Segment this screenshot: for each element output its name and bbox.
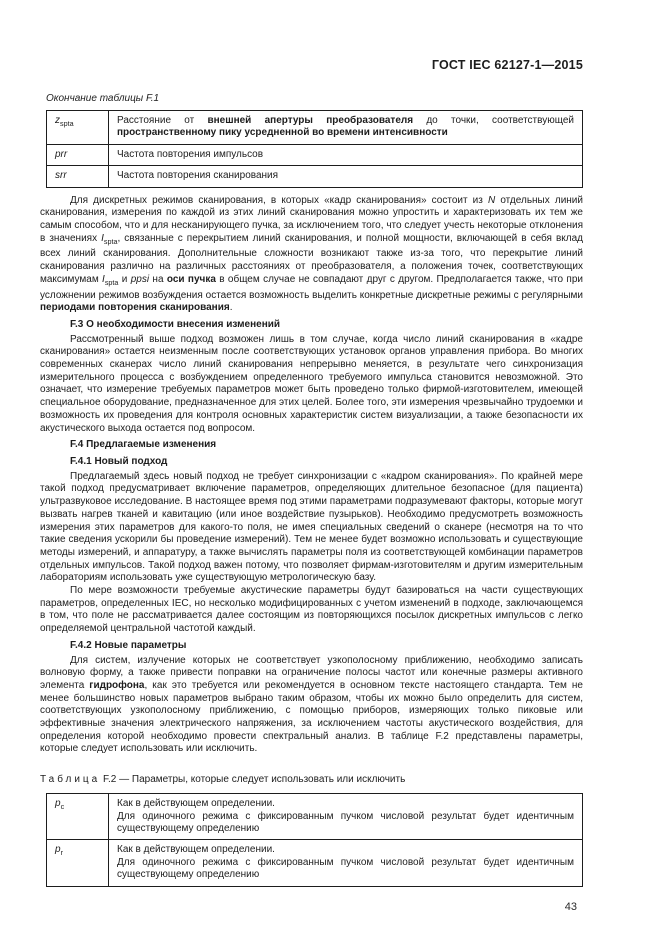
table-row [47,840,583,886]
section-heading-f3: F.3 О необходимости внесения изменений [70,318,281,330]
definition-line: Как в действующем определении. [117,798,275,810]
table-f2-caption-text: F.2 — Параметры, которые следует использовать или исключить [100,774,406,786]
table-row [47,111,583,145]
symbol-cell: $p_c$ [47,794,109,840]
table-row [47,144,583,165]
paragraph-f3: Рассмотренный выше подход возможен лишь в том случае, когда число линий сканирования в «кадре сканирования» остается неизменным после соответствующих установок органов управления прибора. Во многих современных сканерах число линий сканирования непрерывно меняется, в результате чего синхронизация измерительного процесса с возбуждением определенного требуемого импульса становится невозможной. Это означает, что измерение требуемых параметров может быть проведено только фирмой-изготовителем, имеющей специальное оборудование, предназначенное для этих целей. Более того, эти измерения чрезвычайно трудоемки и возможность их проведения для контроля основных характеристик систем визуализации, а также безопасности их акустического выхода остается под вопросом. [40,333,583,434]
section-heading-f4: F.4 Предлагаемые изменения [70,439,217,451]
section-heading-f42: F.4.2 Новые параметры [70,639,187,651]
definition-cell: Частота повторения сканирования [109,166,583,187]
document-page [40,58,583,913]
paragraph-f41-iec-params: По мере возможности требуемые акустические параметры будут базироваться на части существующих параметров, определенных IEC, но несколько модифицированных с учетом изменений в подходе, заключающемся в том, что поле не рассматривается далее состоящим из повторяющихся посылок дискретных импульсов с легко определяемой центральной частотой каждый. [40,585,583,635]
definition-cell: Расстояние от внешней апертуры преобразователя до точки, соответствующей пространственному пику усредненной во времени интенсивности [109,111,583,145]
paragraph-f41-new-approach: Предлагаемый здесь новый подход не требует синхронизации с «кадром сканирования». По крайней мере такой подход предусматривает включение параметров, определяющих длительное безопасное (для пациента) ультразвуковое исследование. В настоящее время под этими параметрами подразумевают факторы, которые могут вызвать нагрев тканей и кавитацию (или иное воздействие пузырьков). Необходимо предусмотреть возможность измерения этих параметров для какого-то поля, не имея специальных сведений о сканере (несмотря на то что такие сведения ускорили бы проведение измерений). Тем не менее будет возможно использовать и существующие методы измерений, и аппаратуру, а также вычислять параметры поля из соответствующей комбинации параметров отдельных импульсов. Такой подход важен потому, что позволяет фирмам-изготовителям и другим измерительным лабораториям использовать уже существующую метрологическую базу. [40,470,583,584]
symbol-cell: prr [47,144,109,165]
definition-line: Для одиночного режима с фиксированным пучком числовой результат будет идентичным существующему определению [117,810,574,834]
symbol-cell: $z_{spta}$ [47,111,109,145]
page-number: 43 [564,900,577,913]
definition-line: Для одиночного режима с фиксированным пучком числовой результат будет идентичным существующему определению [117,856,574,881]
section-heading-f41: F.4.1 Новый подход [70,455,168,467]
symbol-cell: srr [47,166,109,187]
table-row [47,794,583,840]
table-f2-caption [40,774,583,785]
definition-line: Как в действующем определении. [117,844,275,856]
table-row [47,166,583,187]
doc-header: ГОСТ IEC 62127-1—2015 [431,58,583,72]
symbol-cell: $p_r$ [47,840,109,886]
table-f1 [46,110,583,188]
table-f1-caption: Окончание таблицы F.1 [46,93,160,104]
definition-cell [109,794,583,840]
definition-cell [109,840,583,886]
paragraph-discrete-modes: Для дискретных режимов сканирования, в которых «кадр сканирования» состоит из N отдельных линий сканирования, измерения по каждой из этих линий сканирования можно упростить и характеризовать их тем же самым способом, что и для несканирующего пучка, за исключением того, что следует учесть некоторые отклонения в значениях $I_{spta}$, связанные с перекрытием линий сканирования, и полной мощности, включающей в себя вклад всех линий сканирования. Дополнительные сложности возникают также из-за того, что перекрытие линий сканирования различно на различных расстояниях от преобразователя, а положения точек, соответствующих максимумам $I_{spta}$ и ppsi на оси пучка в общем случае не совпадают друг с другом. Предполагается также, что при усложнении режимов возбуждения остается возможность выделить конкретные дискретные режимы с регулярными периодами повторения сканирования. [40,194,583,314]
paragraph-f42-new-params: Для систем, излучение которых не соответствует узкополосному приближению, необходимо записать волновую форму, а также привести поправки на ограничение полосы частот или конечные размеры активного элемента гидрофона, как это требуется или рекомендуется в основном тексте настоящего стандарта. Тем не менее большинство новых параметров выбрано таким образом, чтобы их можно было определить для систем, соответствующих узкополосному приближению, с помощью приборов, измеряющих только пиковые или эффективные значения электрического напряжения, за исключением частоты акустического воздействия, для определения которой необходимо провести спектральный анализ. В таблице F.2 представлены параметры, которые следует использовать или исключить. [40,654,583,755]
definition-cell: Частота повторения импульсов [109,144,583,165]
table-f2-caption-label: Таблица [40,774,101,786]
table-f2 [46,793,583,886]
